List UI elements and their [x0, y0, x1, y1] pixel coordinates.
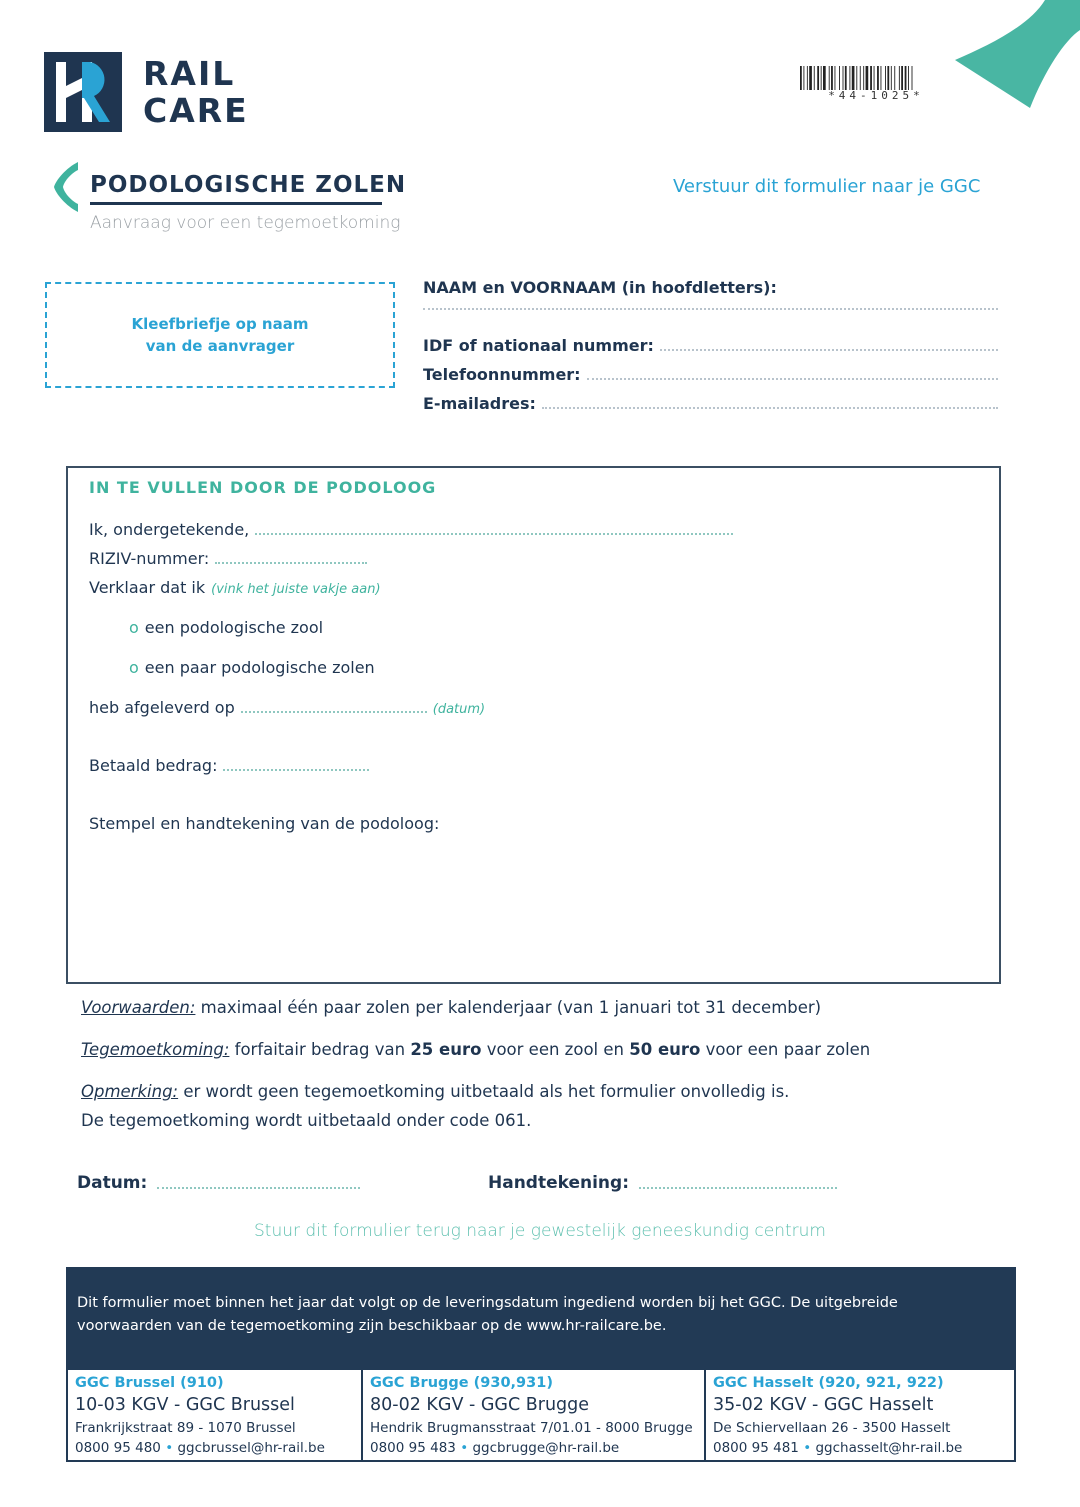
option-pair-label: een paar podologische zolen [144, 658, 375, 677]
delivered-label: heb afgeleverd op [89, 698, 235, 717]
ggc-contact [713, 1438, 1007, 1458]
riziv-input[interactable] [215, 562, 367, 564]
barcode-bar [829, 66, 830, 90]
page-subtitle: Aanvraag voor een tegemoetkoming [90, 213, 401, 233]
brand-line-2: CARE [143, 91, 249, 130]
conditions-tegemoetkoming [81, 1040, 870, 1059]
riziv-label: RIZIV-nummer: [89, 549, 210, 568]
barcode-bar [823, 66, 826, 90]
idf-input[interactable] [660, 349, 998, 351]
date-label: Datum: [77, 1173, 148, 1193]
declare-hint: (vink het juiste vakje aan) [211, 582, 381, 597]
voorwaarden-label: Voorwaarden: [81, 998, 196, 1017]
tegemoetkoming-pre: forfaitair bedrag van [229, 1040, 411, 1059]
send-instruction: Verstuur dit formulier naar je GGC [673, 176, 981, 197]
delivered-field[interactable] [89, 698, 485, 717]
declare-line [89, 578, 381, 597]
hr-rail-logo-icon [44, 52, 122, 132]
paid-input[interactable] [223, 769, 369, 771]
name-label: NAAM en VOORNAAM (in hoofdletters): [423, 278, 777, 297]
barcode-bar [877, 66, 879, 90]
barcode-bar [901, 66, 903, 90]
bullet-icon: • [165, 1440, 174, 1456]
tegemoetkoming-post: voor een paar zolen [700, 1040, 871, 1059]
name-field-label-row [423, 278, 998, 297]
signature-field[interactable] [488, 1173, 837, 1193]
ggc-name: 10-03 KGV - GGC Brussel [75, 1395, 295, 1415]
riziv-field[interactable] [89, 549, 367, 568]
barcode-bar [821, 66, 822, 90]
return-instruction: Stuur dit formulier terug naar je gewestelijk geneeskundig centrum [254, 1221, 826, 1241]
email-input[interactable] [542, 407, 998, 409]
phone-field[interactable] [423, 365, 998, 384]
ggc-centers-table [66, 1370, 1016, 1462]
undersigned-field[interactable] [89, 520, 733, 539]
ggc-email-link[interactable]: ggcbrugge@hr-rail.be [472, 1440, 620, 1456]
ggc-name: 35-02 KGV - GGC Hasselt [713, 1395, 934, 1415]
barcode-bar [814, 66, 815, 90]
date-input[interactable] [157, 1187, 360, 1189]
tegemoetkoming-mid: voor een zool en [481, 1040, 630, 1059]
barcode-bar [800, 66, 802, 90]
ggc-address: De Schiervellaan 26 - 3500 Hasselt [713, 1420, 951, 1436]
opmerking-label: Opmerking: [81, 1082, 179, 1101]
name-field[interactable] [423, 308, 998, 314]
sticker-line-2: van de aanvrager [145, 337, 295, 355]
undersigned-label: Ik, ondergetekende, [89, 520, 250, 539]
idf-label: IDF of nationaal nummer: [423, 336, 654, 355]
barcode-bar [866, 66, 869, 90]
ggc-email-link[interactable]: ggchasselt@hr-rail.be [815, 1440, 963, 1456]
bullet-icon: • [803, 1440, 812, 1456]
ggc-center-brugge [363, 1370, 706, 1460]
phone-input[interactable] [587, 378, 998, 380]
barcode-text: *44-1025* [828, 89, 924, 102]
email-label: E-mailadres: [423, 394, 536, 413]
bullet-icon: • [460, 1440, 469, 1456]
barcode [800, 66, 952, 90]
barcode-bar [831, 66, 833, 90]
chevron-left-icon [52, 160, 82, 214]
barcode-bar [905, 66, 907, 90]
tegemoetkoming-label: Tegemoetkoming: [81, 1040, 230, 1059]
signature-input[interactable] [639, 1187, 837, 1189]
ggc-center-brussel [68, 1370, 363, 1460]
option-single-sole[interactable] [129, 618, 323, 637]
amount-pair: 50 euro [629, 1040, 701, 1059]
sticker-placeholder [45, 282, 395, 388]
ggc-address: Hendrik Brugmansstraat 7/01.01 - 8000 Brugge [370, 1420, 693, 1436]
barcode-bar [891, 66, 892, 90]
code-note: De tegemoetkoming wordt uitbetaald onder code 061. [81, 1111, 532, 1130]
date-field[interactable] [77, 1173, 360, 1193]
ggc-address: Frankrijkstraat 89 - 1070 Brussel [75, 1420, 296, 1436]
option-pair-soles[interactable] [129, 658, 375, 677]
podoloog-heading: IN TE VULLEN DOOR DE PODOLOOG [89, 478, 437, 497]
barcode-bar [912, 66, 913, 90]
barcode-bar [885, 66, 886, 90]
amount-single: 25 euro [410, 1040, 482, 1059]
idf-field[interactable] [423, 336, 998, 355]
barcode-bar [881, 66, 882, 90]
barcode-bar [860, 66, 861, 90]
barcode-bar [863, 66, 864, 90]
option-single-label: een podologische zool [144, 618, 324, 637]
footer-text: Dit formulier moet binnen het jaar dat volgt op de leveringsdatum ingediend worden bij het GGC. De uitgebreide voorwaarden van de tegemoetkoming zijn beschikbaar op de www.hr-railcare.be. [77, 1295, 898, 1334]
brand-line-1: RAIL [143, 54, 236, 93]
ggc-name: 80-02 KGV - GGC Brugge [370, 1395, 590, 1415]
undersigned-input[interactable] [255, 533, 733, 535]
email-field[interactable] [423, 394, 998, 413]
ggc-center-hasselt [706, 1370, 1014, 1460]
barcode-bar [899, 66, 900, 90]
barcode-bar [809, 66, 812, 90]
barcode-bar [843, 66, 844, 90]
declare-label: Verklaar dat ik [89, 578, 206, 597]
barcode-bar [908, 66, 909, 90]
barcode-bar [856, 66, 857, 90]
paid-label: Betaald bedrag: [89, 756, 218, 775]
checkbox-single-sole[interactable]: o [129, 618, 139, 637]
conditions-voorwaarden [81, 998, 821, 1017]
ggc-phone: 0800 95 483 [370, 1440, 456, 1456]
barcode-bar [845, 66, 847, 90]
brand-wordmark [143, 55, 249, 129]
title-underline [90, 202, 382, 205]
phone-label: Telefoonnummer: [423, 365, 581, 384]
barcode-bar [835, 66, 836, 90]
ggc-contact [75, 1438, 354, 1458]
ggc-phone: 0800 95 480 [75, 1440, 161, 1456]
ggc-email-link[interactable]: ggcbrussel@hr-rail.be [177, 1440, 325, 1456]
page-title: PODOLOGISCHE ZOLEN [90, 172, 407, 198]
barcode-bar [852, 66, 855, 90]
podoloog-section [66, 466, 1001, 984]
corner-decoration-icon [950, 0, 1080, 110]
ggc-contact [370, 1438, 697, 1458]
conditions-opmerking [81, 1082, 789, 1101]
barcode-bar [870, 66, 872, 90]
barcode-bar [849, 66, 850, 90]
stamp-label: Stempel en handtekening van de podoloog: [89, 814, 440, 833]
stamp-field[interactable] [89, 814, 439, 833]
barcode-bar [817, 66, 819, 90]
checkbox-pair-soles[interactable]: o [129, 658, 139, 677]
barcode-bar [803, 66, 804, 90]
ggc-title: GGC Hasselt (920, 921, 922) [713, 1375, 944, 1391]
barcode-bar [894, 66, 895, 90]
barcode-bar [839, 66, 840, 90]
opmerking-text: er wordt geen tegemoetkoming uitbetaald als het formulier onvolledig is. [178, 1082, 790, 1101]
barcode-bar [874, 66, 875, 90]
ggc-title: GGC Brugge (930,931) [370, 1375, 553, 1391]
signature-label: Handtekening: [488, 1173, 630, 1193]
delivered-hint: (datum) [432, 702, 486, 717]
paid-field[interactable] [89, 756, 369, 775]
delivered-date-input[interactable] [241, 711, 427, 713]
name-input[interactable] [423, 308, 998, 310]
ggc-title: GGC Brussel (910) [75, 1375, 224, 1391]
barcode-bar [807, 66, 808, 90]
voorwaarden-text: maximaal één paar zolen per kalenderjaar (van 1 januari tot 31 december) [195, 998, 822, 1017]
sticker-line-1: Kleefbriefje op naam [131, 315, 309, 333]
ggc-phone: 0800 95 481 [713, 1440, 799, 1456]
barcode-bar [887, 66, 889, 90]
